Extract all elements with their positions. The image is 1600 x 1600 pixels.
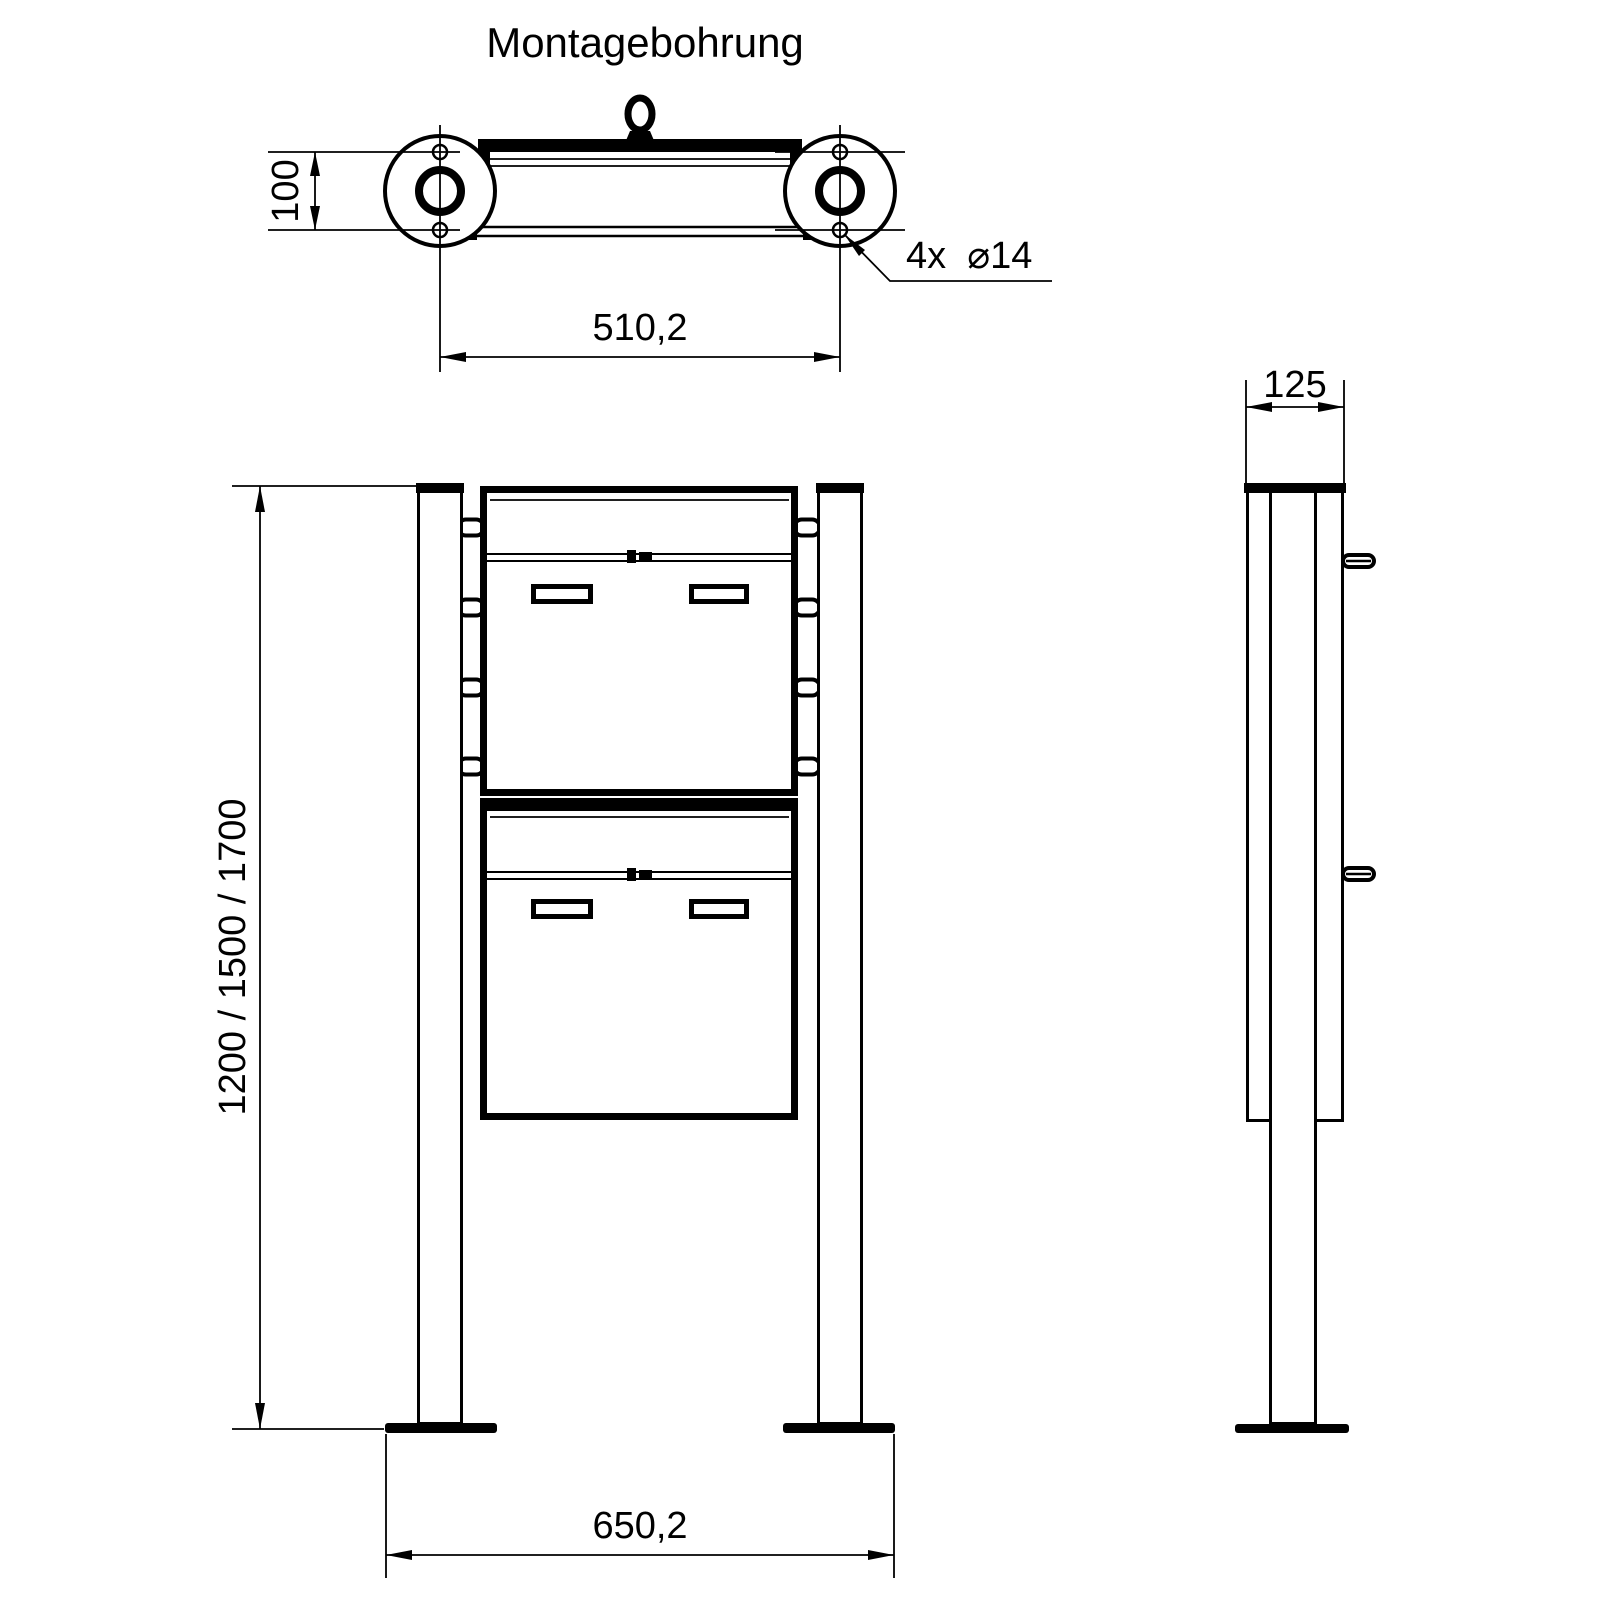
lock-icon bbox=[627, 868, 636, 881]
dimension-base-width bbox=[386, 1434, 894, 1578]
dim-base-width-label: 650,2 bbox=[592, 1505, 688, 1547]
left-foot-plate bbox=[385, 1423, 497, 1433]
dimension-height bbox=[212, 486, 420, 1429]
left-post bbox=[419, 488, 462, 1424]
lower-mailbox bbox=[480, 798, 798, 1117]
hole-callout bbox=[844, 234, 1052, 281]
upper-mailbox bbox=[484, 490, 795, 793]
hook-upper bbox=[1343, 555, 1374, 567]
right-foot-plate bbox=[783, 1423, 895, 1433]
right-post bbox=[819, 488, 862, 1424]
dimension-post-distance bbox=[440, 307, 840, 362]
dimension-depth bbox=[1246, 364, 1344, 486]
dim-hole-spacing-label: 100 bbox=[265, 159, 307, 223]
dim-post-distance-label: 510,2 bbox=[592, 307, 688, 349]
side-post bbox=[1271, 488, 1316, 1424]
dim-depth-label: 125 bbox=[1263, 364, 1327, 406]
nameplate-slot bbox=[692, 587, 747, 602]
hook-lower bbox=[1343, 868, 1374, 880]
front-view bbox=[385, 483, 895, 1433]
side-foot-plate bbox=[1235, 1424, 1349, 1433]
eyebolt-ring-icon bbox=[628, 98, 652, 130]
side-view bbox=[1235, 483, 1374, 1433]
nameplate-slot bbox=[534, 902, 591, 917]
hole-callout-label: 4x ⌀14 bbox=[906, 235, 1033, 277]
drawing-title: Montagebohrung bbox=[486, 19, 804, 66]
dim-height-label: 1200 / 1500 / 1700 bbox=[212, 798, 254, 1116]
lock-icon bbox=[627, 550, 636, 563]
nameplate-slot bbox=[534, 587, 591, 602]
nameplate-slot bbox=[692, 902, 747, 917]
